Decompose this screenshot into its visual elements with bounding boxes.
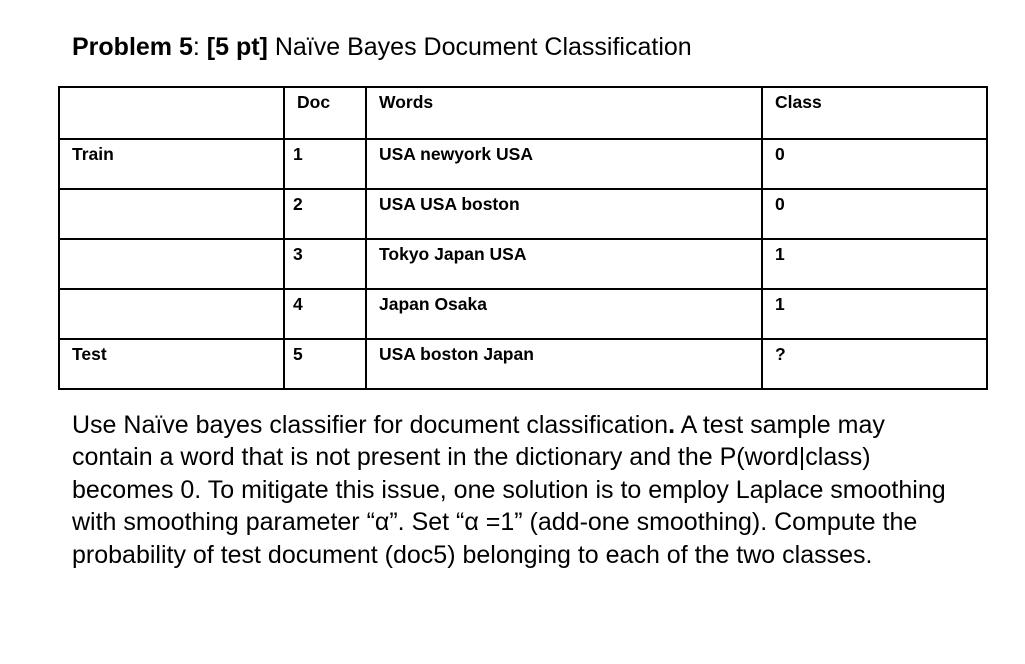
- cell-class: ?: [762, 339, 987, 389]
- header-class: Class: [762, 87, 987, 139]
- cell-set: Test: [59, 339, 284, 389]
- table-row: [59, 339, 987, 389]
- table-header-row: [59, 87, 987, 139]
- description-period: .: [668, 411, 676, 439]
- problem-topic: Naïve Bayes Document Classification: [274, 33, 692, 61]
- cell-class: 0: [762, 189, 987, 239]
- cell-doc: 4: [284, 289, 366, 339]
- cell-words: Japan Osaka: [366, 289, 762, 339]
- cell-words: USA USA boston: [366, 189, 762, 239]
- cell-doc: 2: [284, 189, 366, 239]
- cell-words: USA newyork USA: [366, 139, 762, 189]
- cell-doc: 3: [284, 239, 366, 289]
- cell-words: USA boston Japan: [366, 339, 762, 389]
- cell-set: [59, 189, 284, 239]
- header-words: Words: [366, 87, 762, 139]
- problem-colon: :: [192, 33, 200, 61]
- cell-class: 1: [762, 289, 987, 339]
- description-text-2: A test sample may contain a word that is not present in the dictionary and the P(word|class) becomes 0. To mitigate this issue, one solution is to employ Laplace smoothing with smoothing parameter “α”. Set “α =1” (add-one smoothing). Compute the probability of test document (doc5) belonging to each of the two classes.: [72, 411, 946, 569]
- cell-set: Train: [59, 139, 284, 189]
- cell-class: 1: [762, 239, 987, 289]
- cell-doc: 5: [284, 339, 366, 389]
- cell-words: Tokyo Japan USA: [366, 239, 762, 289]
- cell-set: [59, 289, 284, 339]
- header-set: [59, 87, 284, 139]
- problem-title: [72, 30, 692, 64]
- problem-points: [5 pt]: [206, 33, 268, 61]
- table-row: [59, 139, 987, 189]
- table-row: [59, 239, 987, 289]
- table-row: [59, 289, 987, 339]
- header-doc: Doc: [284, 87, 366, 139]
- table-row: [59, 189, 987, 239]
- cell-set: [59, 239, 284, 289]
- training-data-table: [58, 86, 988, 390]
- cell-doc: 1: [284, 139, 366, 189]
- problem-description: [72, 409, 972, 571]
- description-text-1: Use Naïve bayes classifier for document classification: [72, 411, 669, 439]
- problem-label: Problem 5: [72, 33, 193, 61]
- cell-class: 0: [762, 139, 987, 189]
